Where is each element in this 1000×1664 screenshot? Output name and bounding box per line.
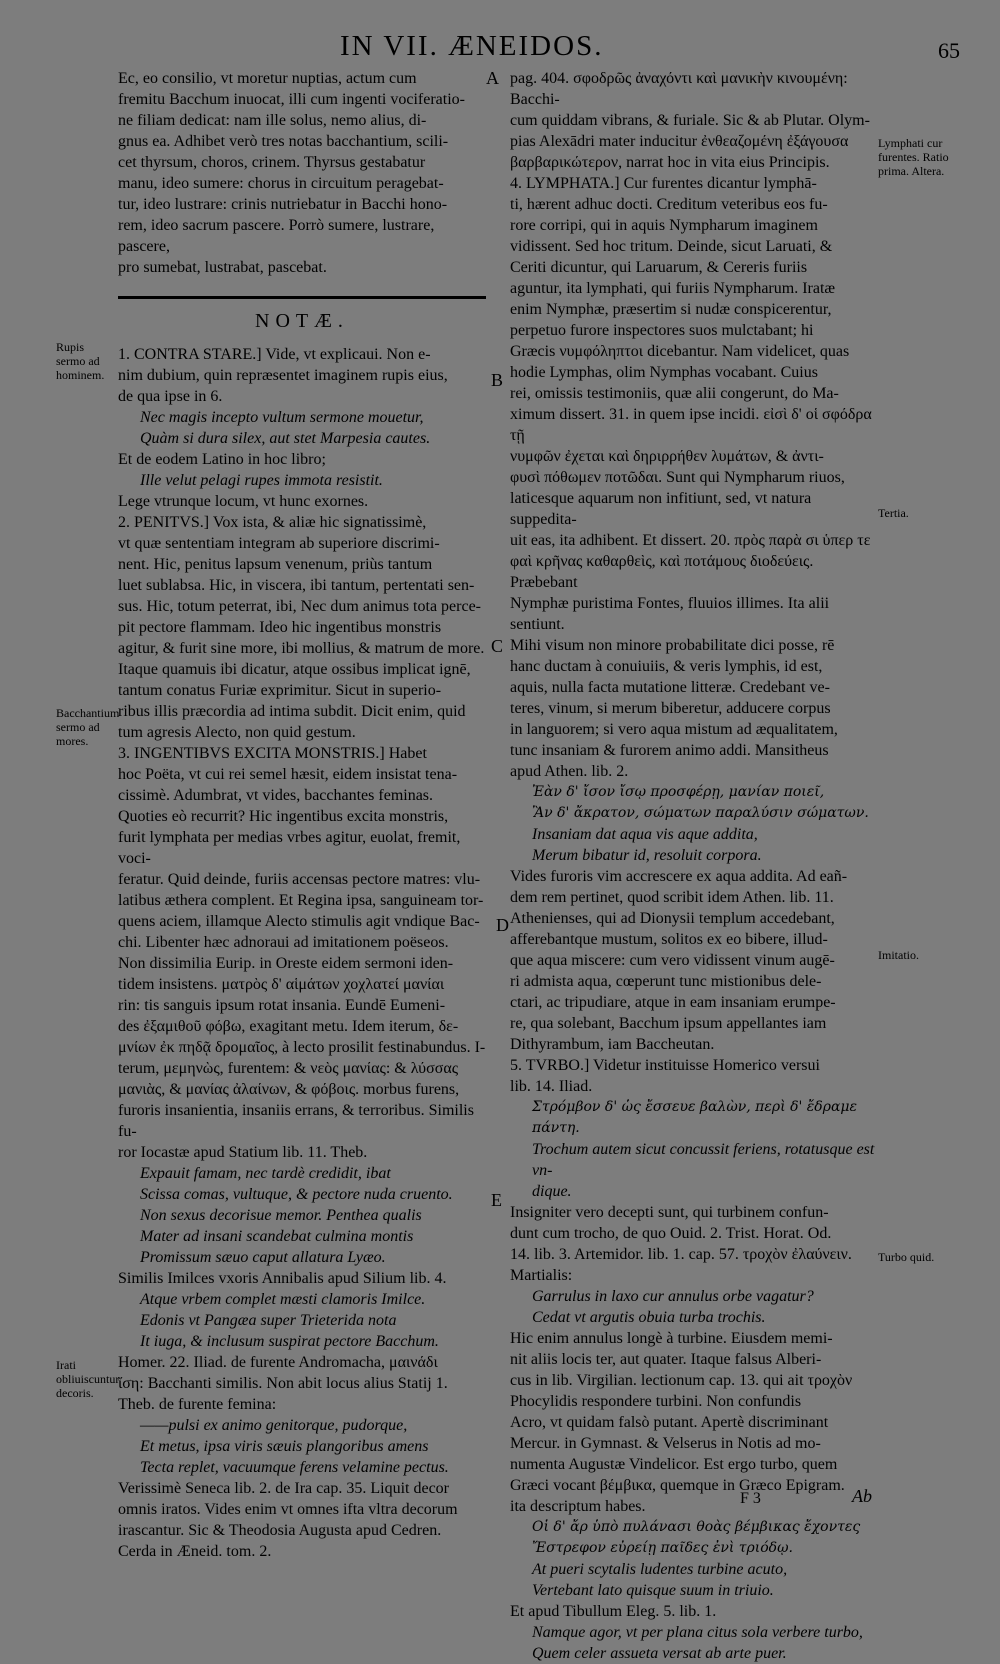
text-line: Mercur. in Gymnast. & Velserus in Notis ad mo-: [510, 1435, 821, 1452]
note-line: sus. Hic, totum peterrat, ibi, Nec dum animus tota perce-: [118, 598, 482, 615]
quote-line: Οἱ δ' ἄρ ὑπὸ πυλάνασι θοὰς βέμβικας ἔχοντες: [532, 1519, 861, 1535]
text-line: Acro, vt quidam falsò putant. Apertè discriminant: [510, 1414, 829, 1431]
quote-line: Et metus, ipsa viris sæuis plangoribus amens: [140, 1438, 429, 1455]
note-line: Quoties eò recurrit? Hic ingentibus excita monstris,: [118, 808, 449, 825]
notes-block: [118, 344, 486, 1562]
note-line: furit lymphata per medias vrbes agitur, euolat, fremit, voci-: [118, 829, 461, 867]
note-line: quens aciem, illamque Alecto stimulis agit vndique Bac-: [118, 913, 480, 930]
section-letter-d: D: [496, 915, 509, 935]
note-line: luet sublabsa. Hic, in viscera, ibi tantum, pertentati sen-: [118, 577, 475, 594]
quote-line: Quàm si dura silex, aut stet Marpesia cautes.: [140, 430, 431, 447]
text-line: Mihi visum non minore probabilitate dici posse, rē: [510, 637, 835, 654]
commentary-top: [118, 68, 486, 278]
text-line: gnus ea. Adhibet verò tres notas bacchantium, scili-: [118, 133, 449, 150]
note-line: cissimè. Adumbrat, vt vides, bacchantes feminas.: [118, 787, 434, 804]
quote-line: Mater ad insani scandebat culmina montis: [140, 1228, 414, 1245]
note-line: hoc Poëta, vt cui rei semel hæsit, eidem insistat tena-: [118, 766, 458, 783]
text-line: hodie Lymphas, olim Nymphas vocabant. Cuius: [510, 364, 818, 381]
text-line: Græcis νυμφόληπτοι dicebantur. Nam videlicet, quas: [510, 343, 850, 360]
text-line: pag. 404. σφοδρῶς ἀναχόντι καὶ μανικὴν κινουμένη: Bacchi-: [510, 70, 848, 108]
text-line: φυσὶ πόθωμεν ποτῶδαι. Sunt qui Nympharum riuos,: [510, 469, 845, 486]
text-line: fremitu Bacchum inuocat, illi cum ingenti vociferatio-: [118, 91, 465, 108]
quote-line: At pueri scytalis ludentes turbine acuto,: [532, 1561, 788, 1578]
text-line: rem, ideo sacrum pascere. Porrò sumere, lustrare, pascere,: [118, 217, 435, 255]
note-line: Verissimè Seneca lib. 2. de Ira cap. 35. Liquit decor: [118, 1480, 449, 1497]
section-letter-b: B: [491, 370, 504, 390]
quote-line: It iuga, & inclusum suspirat pectore Bacchum.: [140, 1333, 439, 1350]
margin-note-right: Lymphati cur furentes. Ratio prima. Altera.: [878, 136, 949, 178]
text-line: Martialis:: [510, 1267, 573, 1284]
note-line: terum, μεμηνὼς, furentem: & νεὸς μανίας: & λύσσας: [118, 1060, 459, 1077]
section-rule: [118, 296, 486, 299]
note-line: Lege vtrunque locum, vt hunc exornes.: [118, 493, 369, 510]
note-line: 1. CONTRA STARE.] Vide, vt explicaui. Non e-: [118, 346, 431, 363]
text-line: dem rem pertinet, quod scribit idem Athen. lib. 11.: [510, 889, 834, 906]
text-line: tunc insaniam & furorem animo addi. Mansitheus: [510, 742, 829, 759]
text-line: 4. LYMPHATA.] Cur furentes dicantur lymphā-: [510, 175, 817, 192]
text-line: aguntur, ita lymphati, qui furiis Nympharum. Iratæ: [510, 280, 836, 297]
quote-line: Vertebant lato quisque suum in triuio.: [532, 1582, 774, 1599]
text-line: 14. lib. 3. Artemidor. lib. 1. cap. 57. τροχὸν ἐλαύνειν.: [510, 1246, 852, 1263]
quote-line: Scissa comas, vultuque, & pectore nuda cruento.: [140, 1186, 453, 1203]
note-line: ribus illis præcordia ad intima subdit. Dicit enim, quid: [118, 703, 466, 720]
left-column: [118, 68, 486, 1562]
text-line: teres, vinum, si merum biberetur, adducere corpus: [510, 700, 831, 717]
text-line: Nymphæ puristima Fontes, fluuios illimes. Ita alii sentiunt.: [510, 595, 830, 633]
text-line: aquis, nulla facta mutatione litteræ. Credebant ve-: [510, 679, 830, 696]
text-line: apud Athen. lib. 2.: [510, 763, 629, 780]
note-line: tantum conatus Furiæ exprimitur. Sicut in superio-: [118, 682, 442, 699]
signature-mark: F 3: [740, 1490, 761, 1507]
text-line: uit eas, ita adhibent. Et dissert. 20. πρὸς παρὰ σι ὑπερ τε: [510, 532, 871, 549]
notae-heading: NOTÆ.: [255, 310, 349, 332]
quote-line: Promissum sæuo caput allatura Lyæo.: [140, 1249, 386, 1266]
text-line: lib. 14. Iliad.: [510, 1078, 593, 1095]
text-line: Insigniter vero decepti sunt, qui turbinem confun-: [510, 1204, 829, 1221]
note-line: omnis iratos. Vides enim vt omnes ifta vltra decorum: [118, 1501, 458, 1518]
text-line: Ec, eo consilio, vt moretur nuptias, actum cum: [118, 70, 417, 87]
text-line: cet thyrsum, choros, crinem. Thyrsus gestabatur: [118, 154, 426, 171]
quote-line: Ille velut pelagi rupes immota resistit.: [140, 472, 383, 489]
text-line: vidissent. Sed hoc tritum. Deinde, sicut Laruati, &: [510, 238, 833, 255]
running-head: IN VII. ÆNEIDOS.: [340, 30, 604, 62]
text-line: tur, ideo lustrare: crinis nutriebatur in Bacchi hono-: [118, 196, 448, 213]
text-line: rore corripi, qui in aquis Nympharum imaginem: [510, 217, 818, 234]
note-line: Similis Imilces vxoris Annibalis apud Silium lib. 4.: [118, 1270, 447, 1287]
quote-line: Nec magis incepto vultum sermone mouetur,: [140, 409, 424, 426]
section-letter-e: E: [491, 1190, 502, 1210]
quote-line: Ἂν δ' ἄκρατον, σώματων παραλύσιν σώματων.: [532, 805, 869, 821]
quote-line: dique.: [532, 1183, 572, 1200]
catchword: Ab: [852, 1486, 872, 1506]
text-line: laticesque aquarum non infitiunt, sed, vt natura suppedita-: [510, 490, 812, 528]
text-line: dunt cum trocho, de quo Ouid. 2. Trist. Horat. Od.: [510, 1225, 832, 1242]
note-line: tidem insistens. ματρὸς δ' αἱμάτων χοχλατεί μανίαι: [118, 976, 445, 993]
note-line: Homer. 22. Iliad. de furente Andromacha, μαινάδι: [118, 1354, 438, 1371]
text-line: re, qua solebant, Bacchum ipsum appellantes iam: [510, 1015, 827, 1032]
margin-note-right: Tertia.: [878, 506, 909, 520]
text-line: pro sumebat, lustrabat, pascebat.: [118, 259, 327, 276]
note-line: ror Iocastæ apud Statium lib. 11. Theb.: [118, 1144, 368, 1161]
quote-line: Garrulus in laxo cur annulus orbe vagatur?: [532, 1288, 814, 1305]
page-number: 65: [938, 38, 960, 63]
quote-line: Merum bibatur id, resoluit corpora.: [532, 847, 762, 864]
text-line: Græci vocant βέμβικα, quemque in Græco Epigram.: [510, 1477, 845, 1494]
text-line: cum quiddam vibrans, & furiale. Sic & ab Plutar. Olym-: [510, 112, 870, 129]
note-line: chi. Libenter hæc adnoraui ad imitationem poëseos.: [118, 934, 449, 951]
quote-line: Edonis vt Pangæa super Trieterida nota: [140, 1312, 397, 1329]
quote-line: ——pulsi ex animo genitorque, pudorque,: [140, 1417, 408, 1434]
text-line: perpetuo furore inspectores suos mulctabant; hi: [510, 322, 814, 339]
section-letter-c: C: [491, 636, 504, 656]
section-letter-a: A: [486, 68, 499, 88]
note-line: Theb. de furente femina:: [118, 1396, 277, 1413]
quote-line: Non sexus decorisue memor. Penthea qualis: [140, 1207, 422, 1224]
note-line: 2. PENITVS.] Vox ista, & aliæ hic signatissimè,: [118, 514, 427, 531]
note-line: de qua ipse in 6.: [118, 388, 223, 405]
text-line: afferebantque mustum, solitos ex eo bibere, illud-: [510, 931, 828, 948]
note-line: feratur. Quid deinde, furiis accensas pectore matres: vlu-: [118, 871, 481, 888]
text-line: ti, hærent adhuc docti. Creditum veteribus eos fu-: [510, 196, 828, 213]
quote-line: Cedat vt argutis obuia turba trochis.: [532, 1309, 766, 1326]
quote-line: Στρόμβον δ' ὡς ἔσσευε βαλὼν, περὶ δ' ἔδραμε πάντη.: [532, 1099, 858, 1136]
note-line: rin: tis sanguis ipsum rotat insania. Eundē Eumeni-: [118, 997, 446, 1014]
note-line: furoris insanientia, insaniis errans, & terroribus. Similis fu-: [118, 1102, 474, 1140]
note-line: tum agresis Alecto, non quid gestum.: [118, 724, 356, 741]
text-line: Hic enim annulus longè à turbine. Eiusdem memi-: [510, 1330, 833, 1347]
note-line: μανιὰς, & μανίας ἀλαίνων, & φόβοις. morbus furens,: [118, 1081, 460, 1098]
note-line: nim dubium, quin repræsentet imaginem rupis eius,: [118, 367, 448, 384]
margin-note-left: Irati obliuiscuntur decoris.: [56, 1358, 120, 1400]
text-line: ita descriptum habes.: [510, 1498, 646, 1515]
text-line: Vides furoris vim accrescere ex aqua addita. Ad eañ-: [510, 868, 848, 885]
text-line: numenta Augustæ Vindelicor. Est ergo turbo, quem: [510, 1456, 838, 1473]
quote-line: Quem celer assueta versat ab arte puer.: [532, 1645, 787, 1662]
note-line: μνίων ἐκ πηδᾷ δρομαῖος, à lecto prosilit festinabundus. I-: [118, 1039, 486, 1056]
note-line: Et de eodem Latino in hoc libro;: [118, 451, 326, 468]
text-line: hanc ductam à conuiuiis, & veris lymphis, id est,: [510, 658, 823, 675]
text-line: Athenienses, qui ad Dionysii templum accedebant,: [510, 910, 835, 927]
quote-line: Insaniam dat aqua vis aque addita,: [532, 826, 758, 843]
text-line: Ceriti dicuntur, qui Laruarum, & Cereris furiis: [510, 259, 808, 276]
margin-note-right: Imitatio.: [878, 948, 919, 962]
note-line: Non dissimilia Eurip. in Oreste eidem sermoni iden-: [118, 955, 454, 972]
note-line: latibus æthera complent. Et Regina ipsa, sanguineam tor-: [118, 892, 484, 909]
note-line: irascantur. Sic & Theodosia Augusta apud Cedren.: [118, 1522, 442, 1539]
text-line: que aqua miscere: cum vero vidissent vinum augē-: [510, 952, 835, 969]
note-line: Itaque quamuis ibi dicatur, atque ossibus implicat ignē,: [118, 661, 471, 678]
text-line: cus in lib. Virgilian. lectionum cap. 13. qui ait τροχὸν: [510, 1372, 853, 1389]
text-line: rei, omissis testimoniis, quæ alii congerunt, do Ma-: [510, 385, 839, 402]
note-line: des ἐξαμιθοῦ φόβω, exagitant metu. Idem iterum, δε-: [118, 1018, 459, 1035]
note-line: pit pectore flammam. Ideo hic ingentibus monstris: [118, 619, 442, 636]
text-line: ri admista aqua, cœperunt tunc mistionibus dele-: [510, 973, 822, 990]
margin-note-right: Turbo quid.: [878, 1250, 935, 1264]
text-line: pias Alexādri mater inducitur ἐνθεαζομένη ἐξάγουσα: [510, 133, 849, 150]
text-line: φαὶ κρῆνας καθαρθεὶς, καὶ ποτάμους διοδεύεις. Præbebant: [510, 553, 814, 591]
text-line: βαρβαρικώτερον, narrat hoc in vita eius Principis.: [510, 154, 830, 171]
quote-line: Tecta replet, vacuumque ferens velamine pectus.: [140, 1459, 449, 1476]
text-line: Dithyrambum, iam Baccheutan.: [510, 1036, 715, 1053]
quote-line: Trochum autem sicut concussit feriens, rotatusque est vn-: [532, 1141, 875, 1179]
note-line: agitur, & furit sine more, ibi mollius, & matrum de more.: [118, 640, 485, 657]
quote-line: Atque vrbem complet mæsti clamoris Imilce.: [140, 1291, 426, 1308]
quote-line: Ἔστρεφον εὐρείῃ παῖδες ἐνὶ τριόδῳ.: [532, 1540, 793, 1556]
note-line: ἴση: Bacchanti similis. Non abit locus alius Statij 1.: [118, 1375, 448, 1392]
text-line: ximum dissert. 31. in quem ipse incidi. εἰσὶ δ' οἱ σφόδρα τῇ: [510, 406, 872, 444]
margin-note-left: Bacchantium sermo ad mores.: [56, 706, 120, 748]
text-line: Et apud Tibullum Eleg. 5. lib. 1.: [510, 1603, 717, 1620]
quote-line: Ἐὰν δ' ἴσον ἴσῳ προσφέρῃ, μανίαν ποιεῖ,: [532, 784, 825, 800]
quote-line: Expauit famam, nec tardè credidit, ibat: [140, 1165, 391, 1182]
quote-line: Namque agor, vt per plana citus sola verbere turbo,: [532, 1624, 863, 1641]
right-column: [510, 68, 878, 1664]
text-line: 5. TVRBO.] Videtur instituisse Homerico versui: [510, 1057, 820, 1074]
text-line: νυμφῶν ἐχεται καὶ δηριρρήθεν λυμάτων, & ἀντι-: [510, 448, 824, 465]
text-line: enim Nymphæ, præsertim si nudæ conspicerentur,: [510, 301, 832, 318]
text-line: Phocylidis respondere turbini. Non confundis: [510, 1393, 802, 1410]
note-line: nent. Hic, penitus lapsum venenum, priùs tantum: [118, 556, 433, 573]
text-line: in languorem; si vero aqua mistum ad æqualitatem,: [510, 721, 838, 738]
text-line: nit aliis locis ter, aut quater. Itaque falsus Alberi-: [510, 1351, 822, 1368]
note-line: 3. INGENTIBVS EXCITA MONSTRIS.] Habet: [118, 745, 427, 762]
text-line: ctari, ac tripudiare, atque in eam insaniam erumpe-: [510, 994, 836, 1011]
text-line: ne filiam dedicat: nam ille solus, nemo alius, di-: [118, 112, 427, 129]
note-line: vt quæ sententiam integram ab superiore discrimi-: [118, 535, 440, 552]
note-line: Cerda in Æneid. tom. 2.: [118, 1543, 272, 1560]
margin-note-left: Rupis sermo ad hominem.: [56, 340, 105, 382]
text-line: manu, ideo sumere: chorus in circuitum peragebat-: [118, 175, 444, 192]
